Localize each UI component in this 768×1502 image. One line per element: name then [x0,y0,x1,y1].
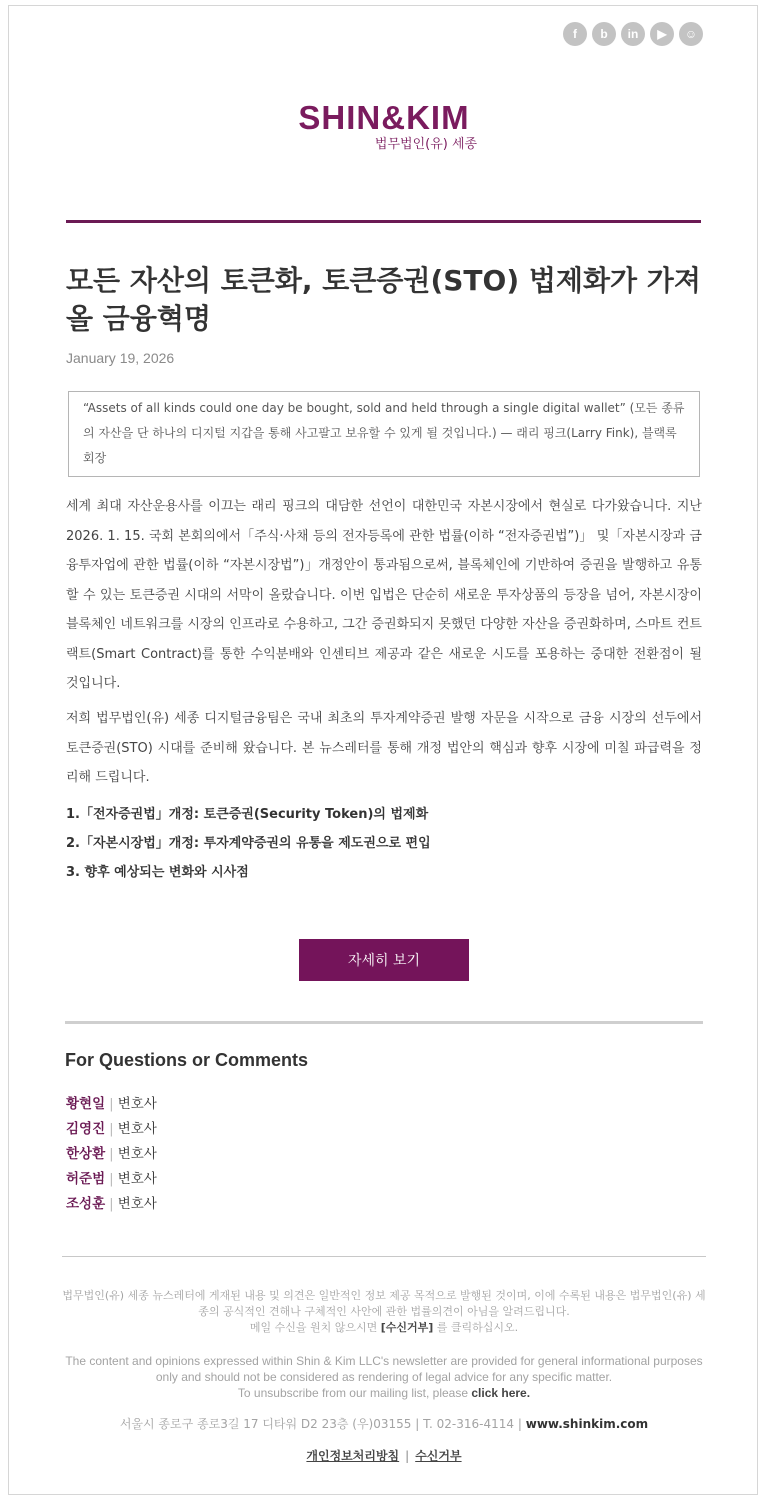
article-title: 모든 자산의 토큰화, 토큰증권(STO) 법제화가 가져올 금융혁명 [66,264,701,335]
unsubscribe-en-pre: To unsubscribe from our mailing list, please [237,1386,472,1400]
footer-divider [62,1256,706,1257]
privacy-policy-link[interactable]: 개인정보처리방침 [306,1449,400,1463]
contact-separator: | [109,1196,114,1212]
contact-item [66,1192,157,1217]
unsubscribe-ko-link[interactable]: [수신거부] [380,1321,434,1334]
facebook-icon[interactable]: f [563,22,587,46]
contact-name[interactable]: 황현일 [66,1096,106,1112]
contact-item [66,1142,157,1167]
contact-name[interactable]: 허준범 [66,1171,106,1187]
contact-name[interactable]: 한상환 [66,1146,106,1162]
contact-role: 변호사 [117,1146,157,1162]
footer-link-separator: | [405,1449,410,1463]
contact-role: 변호사 [117,1096,157,1112]
unsubscribe-ko-pre: 메일 수신을 원치 않으시면 [249,1321,381,1334]
phone-text: T. 02-316-4114 [423,1417,515,1431]
quote-box: “Assets of all kinds could one day be bought, sold and held through a single digital wallet” (모든 종류의 자산을 단 하나의 디지털 지갑을 통해 사고팔고 보유할 수 있게 될 것입니다.) — 래리 핑크(Larry Fink), 블랙록 회장 [68,391,700,477]
table-of-contents [66,800,706,887]
contact-separator: | [109,1146,114,1162]
footer-disclaimer-ko [62,1288,706,1336]
address-separator: | [517,1417,522,1431]
logo-wordmark: SHIN&KIM [298,99,470,136]
address-separator: | [415,1417,420,1431]
contact-separator: | [109,1096,114,1112]
contact-role: 변호사 [117,1121,157,1137]
contact-role: 변호사 [117,1171,157,1187]
contact-item [66,1167,157,1192]
header-divider [66,220,701,223]
contact-list [66,1092,157,1217]
intro-paragraph: 세계 최대 자산운용사를 이끄는 래리 핑크의 대담한 선언이 대한민국 자본시장에서 현실로 다가왔습니다. 지난 2026. 1. 15. 국회 본회의에서「주식·사채 등의 전자등록에 관한 법률(이하 “전자증권법”)」 및「자본시장과 금융투자업에 관한 법률(이하 “자본시장법”)」개정안이 통과됨으로써, 블록체인에 기반하여 증권을 발행하고 유통할 수 있는 토큰증권 시대의 서막이 올랐습니다. 이번 입법은 단순히 새로운 투자상품의 등장을 넘어, 자본시장이 블록체인 네트워크를 시장의 인프라로 수용하고, 그간 증권화되지 못했던 다양한 자산을 증권화하며, 스마트 컨트랙트(Smart Contract)를 통한 수익분배와 인센티브 제공과 같은 새로운 시도를 포용하는 중대한 전환점이 될 것입니다. [66,499,702,691]
disclaimer-ko-text: 법무법인(유) 세종 뉴스레터에 게재된 내용 및 의견은 일반적인 정보 제공 목적으로 발행된 것이며, 이에 수록된 내용은 법무법인(유) 세종의 공식적인 견해나 구체적인 사안에 관한 법률의견이 아님을 알려드립니다. [62,1289,706,1318]
disclaimer-en-text: The content and opinions expressed within Shin & Kim LLC's newsletter are provided for general informational purposes only and should not be considered as rendering of legal advice for any specific matter. [65,1354,703,1384]
website-link[interactable]: www.shinkim.com [525,1417,649,1431]
toc-item: 1.「전자증권법」개정: 토큰증권(Security Token)의 법제화 [66,807,429,822]
contact-name[interactable]: 조성훈 [66,1196,106,1212]
contact-item [66,1092,157,1117]
kakaotalk-icon[interactable]: ☺ [679,22,703,46]
questions-heading: For Questions or Comments [65,1050,309,1070]
team-paragraph: 저희 법무법인(유) 세종 디지털금융팀은 국내 최초의 투자계약증권 발행 자문을 시작으로 금융 시장의 선두에서 토큰증권(STO) 시대를 준비해 왔습니다. 본 뉴스레터를 통해 개정 법안의 핵심과 향후 시장에 미칠 파급력을 정리해 드립니다. [66,711,702,785]
linkedin-icon[interactable]: in [621,22,645,46]
toc-item: 3. 향후 예상되는 변화와 시사점 [66,865,249,880]
toc-item: 2.「자본시장법」개정: 투자계약증권의 유통을 제도권으로 편입 [66,836,431,851]
unsubscribe-en-line [62,1385,706,1401]
unsubscribe-link[interactable]: 수신거부 [415,1449,462,1463]
address-text: 서울시 종로구 종로3길 17 디타워 D2 23층 (우)03155 [119,1417,412,1431]
section-divider [65,1021,703,1024]
contact-separator: | [109,1121,114,1137]
unsubscribe-ko-post: 를 클릭하십시오. [433,1321,519,1334]
youtube-icon[interactable]: ▶ [650,22,674,46]
contact-item [66,1117,157,1142]
contact-name[interactable]: 김영진 [66,1121,106,1137]
read-more-button[interactable]: 자세히 보기 [299,939,469,981]
contact-role: 변호사 [117,1196,157,1212]
footer-disclaimer-en [62,1353,706,1401]
blog-icon[interactable]: b [592,22,616,46]
article-date: January 19, 2026 [66,350,175,366]
footer-links [62,1448,706,1464]
contact-separator: | [109,1171,114,1187]
unsubscribe-ko-line [62,1320,706,1336]
footer-address [62,1416,706,1432]
shinkim-logo[interactable] [0,100,768,154]
social-links [563,22,703,46]
logo-subtitle: 법무법인(유) 세종 [374,137,478,152]
unsubscribe-en-link[interactable]: click here. [471,1386,531,1400]
